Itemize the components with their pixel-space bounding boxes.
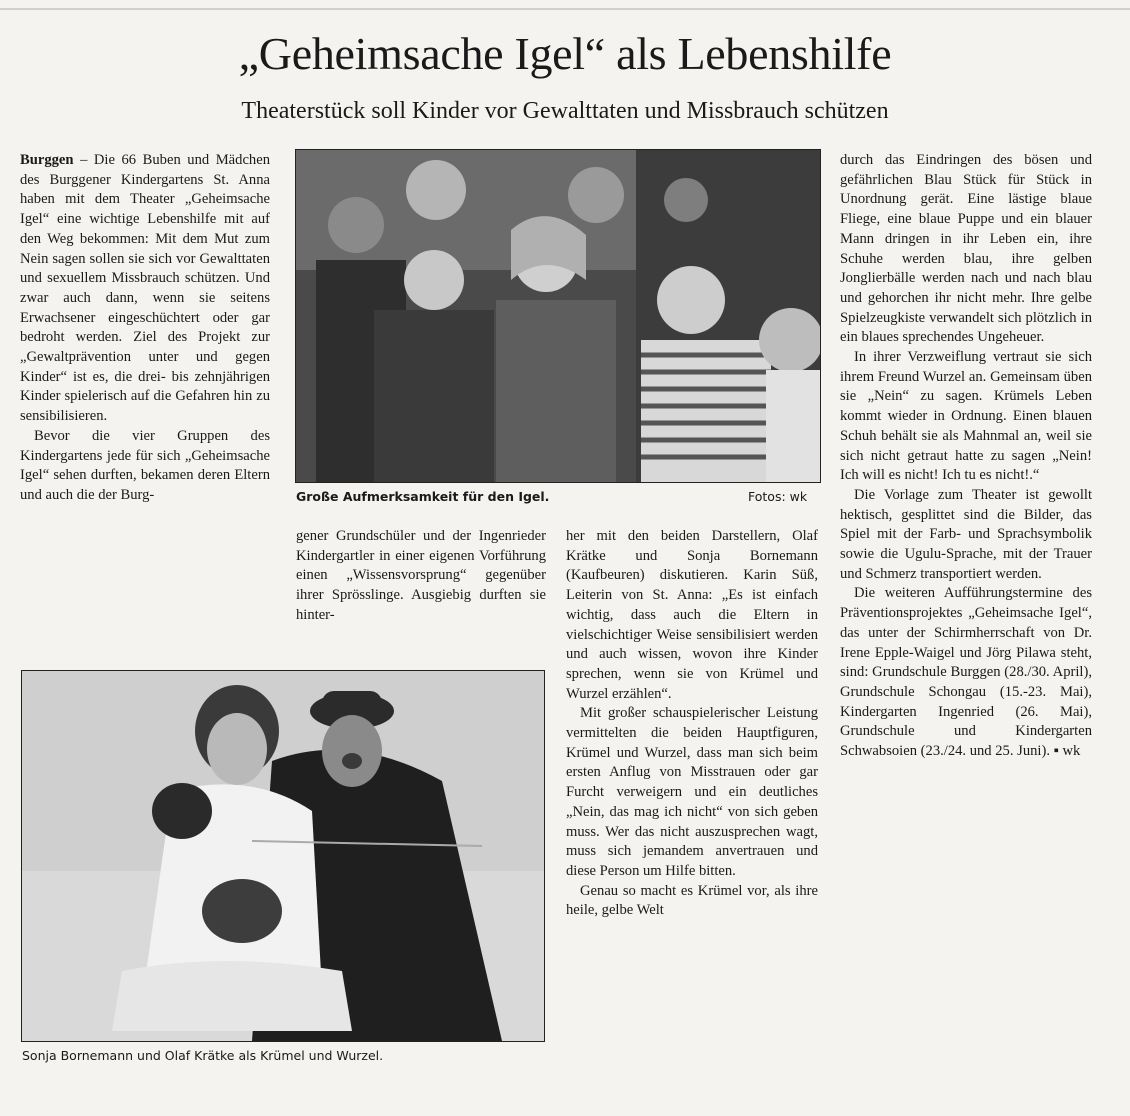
- article-column-3: [566, 527, 818, 921]
- headline: „Geheimsache Igel“ als Lebenshilfe: [238, 28, 892, 79]
- photo-bottom-caption: Sonja Bornemann und Olaf Krätke als Krümel und Wurzel.: [22, 1048, 384, 1063]
- photo-actors: [21, 670, 545, 1042]
- paragraph: Genau so macht es Krümel vor, als ihre heile, gelbe Welt: [566, 882, 818, 919]
- article-column-1: [20, 151, 270, 506]
- paragraph: Die Vorlage zum Theater ist gewollt hektisch, gesplittet sind die Bilder, das Spiel mit der Farb- und Sprachsymbolik sowie die Ugulu-Sprache, mit der Trauer und Schmerz transportiert werden.: [840, 486, 1092, 582]
- paragraph: Bevor die vier Gruppen des Kindergartens jede für sich „Geheimsache Igel“ sehen durften, bekamen deren Eltern und auch die der Burg-: [20, 427, 270, 503]
- paragraph: her mit den beiden Darstellern, Olaf Krätke und Sonja Bornemann (Kaufbeuren) diskutieren. Karin Süß, Leiterin von St. Anna: „Es ist einfach wichtig, dass auch die Eltern in vielschichtiger Weise sensibilisiert werden und auch wissen, wovon ihre Kinder sprechen, wenn sie von Krümel und Wurzel erzählen“.: [566, 528, 818, 702]
- paragraph-text: – Die 66 Buben und Mädchen des Burggener Kindergartens St. Anna haben mit dem Theater „Geheimsache Igel“ eine wichtige Lebenshilfe mit auf den Weg bekommen: Mit dem Mut zum Nein sagen sollen sie sich vor Gewalttaten und sexuellem Missbrauch schützen. Und zwar auch dann, wenn sie seitens Erwachsener eingeschüchtert oder gar bedroht werden. Ziel des Projekt zur „Gewaltprävention unter und gegen Kinder“ ist es, die drei- bis zehnjährigen Kinder spielerisch auf die Gefahren hin zu sensibilisieren.: [20, 152, 270, 425]
- photo-top-caption: Große Aufmerksamkeit für den Igel.: [296, 489, 550, 504]
- article-column-2: [296, 527, 546, 626]
- children-photo-illustration: [296, 150, 820, 482]
- paragraph: [20, 151, 270, 427]
- actors-photo-illustration: [22, 671, 544, 1041]
- photo-top-credit: Fotos: wk: [748, 489, 808, 504]
- article-column-4: [840, 151, 1092, 762]
- paragraph: Die weiteren Aufführungstermine des Präventionsprojektes „Geheimsache Igel“, das unter der Schirmherrschaft von Dr. Irene Epple-Waigel und Jörg Pilawa steht, sind: Grundschule Burggen (28./30. April), Grundschule Schongau (15.-23. Mai), Kindergarten Ingenried (26. Mai), Grundschule und Kindergarten Schwabsoien (23./24. und 25. Juni). ▪ wk: [840, 585, 1092, 760]
- paragraph: durch das Eindringen des bösen und gefährlichen Blau Stück für Stück in Unordnung gerät. Eine lästige blaue Fliege, eine blaue Puppe und ein blauer Mann dringen in ihr Leben ein, ihre Schuhe werden blau, ihre gelben Jonglierbälle werden nach und nach blau und gehorchen ihr nicht mehr. Ihre gelbe Spielzeugkiste verwandelt sich plötzlich in ein blaues sprechendes Ungeheuer.: [840, 152, 1092, 346]
- dateline: Burggen: [20, 152, 74, 168]
- paragraph: Mit großer schauspielerischer Leistung vermittelten die beiden Hauptfiguren, Krümel und Wurzel, dass man sich beim ersten Anflug von Misstrauen oder gar Furcht verweigern und ein deutliches „Nein, das mag ich nicht“ von sich geben muss. Wer das nicht auszusprechen wagt, muss sich jemandem anvertrauen und diese Person um Hilfe bitten.: [566, 705, 818, 879]
- top-rule: [0, 8, 1130, 10]
- subheadline: Theaterstück soll Kinder vor Gewalttaten und Missbrauch schützen: [241, 98, 889, 124]
- paragraph: gener Grundschüler und der Ingenrieder Kindergartler in einer eigenen Vorführung einen „Wissensvorsprung“ gegenüber ihrer Sprösslinge. Ausgiebig durften sie hinter-: [296, 528, 546, 623]
- photo-children-audience: [295, 149, 821, 483]
- paragraph: In ihrer Verzweiflung vertraut sie sich ihrem Freund Wurzel an. Gemeinsam üben sie „Nein“ zu sagen. Krümels Leben kommt wieder in Ordnung. Einen blauen Schuh behält sie als Mahnmal an, weil sie sich nicht getraut hatte zu sagen „Nein! Ich will es nicht! Ich tu es nicht!.“: [840, 349, 1092, 484]
